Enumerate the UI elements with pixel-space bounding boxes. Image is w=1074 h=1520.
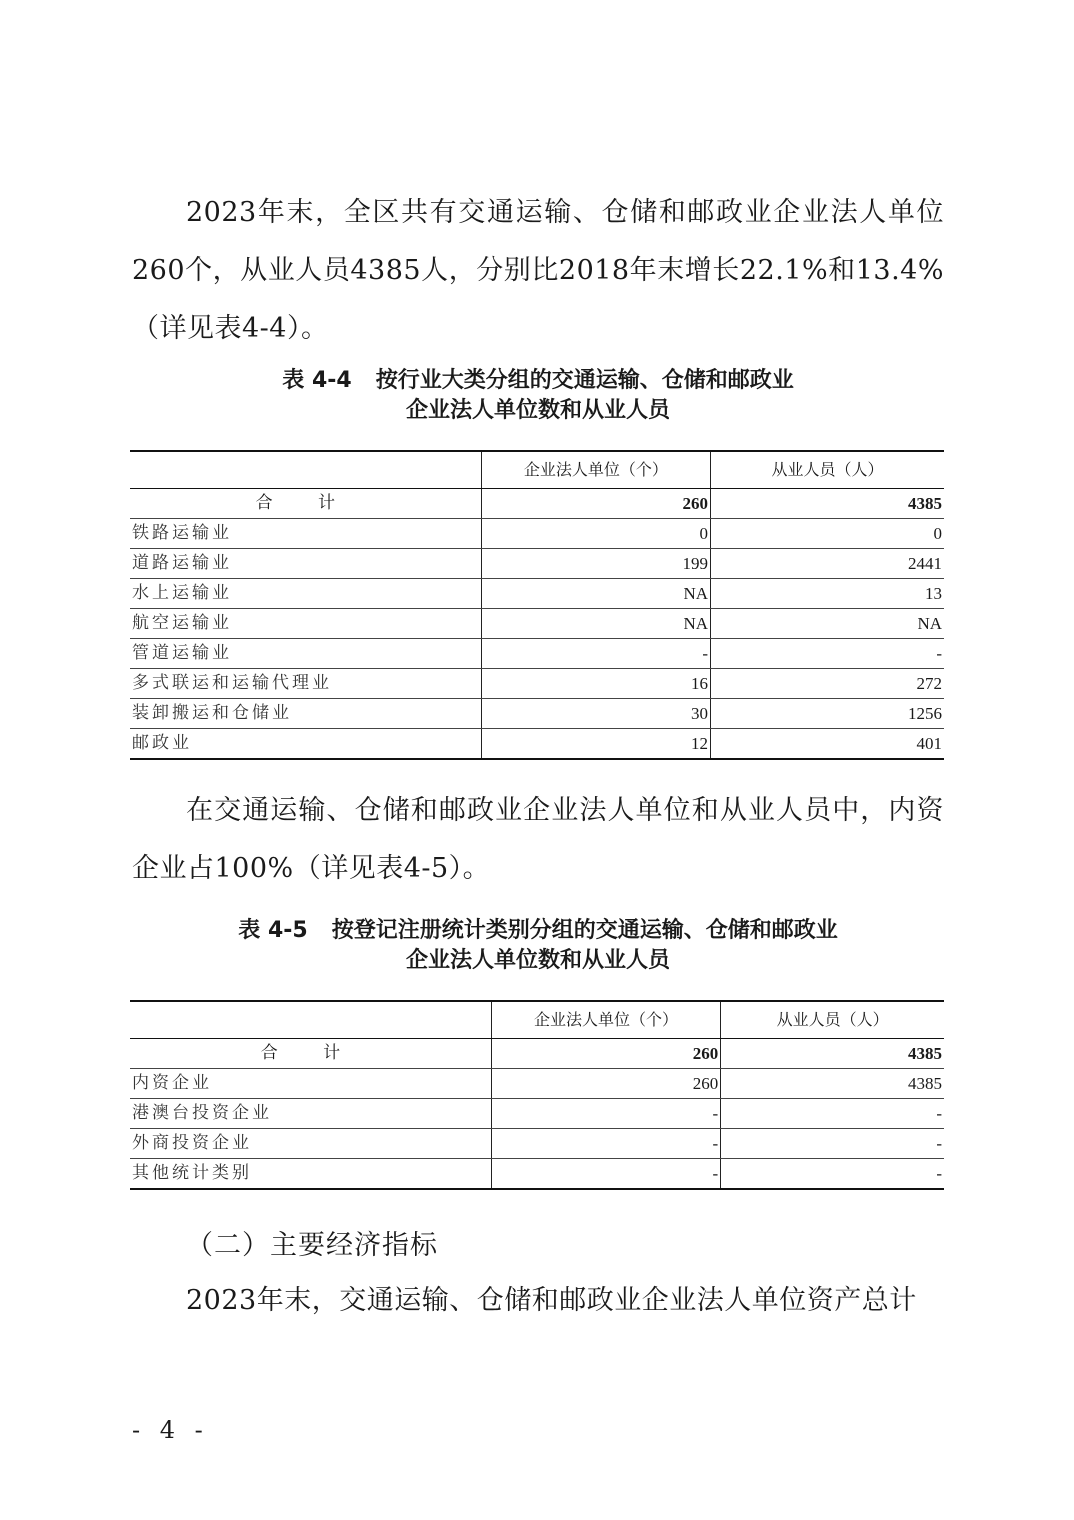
table-header-row [130,451,944,489]
row-label: 合 计 [130,489,481,519]
share-paragraph: 在交通运输、仓储和邮政业企业法人单位和从业人员中，内资企业占100%（详见表4-5）。 [132,795,944,884]
table-row [130,669,944,699]
assets-paragraph: 2023年末，交通运输、仓储和邮政业企业法人单位资产总计 [186,1285,917,1316]
page-number: - 4 - [132,1416,209,1444]
table-4-4-title [132,366,944,426]
table-4-5-title-line2: 企业法人单位数和从业人员 [405,948,670,973]
row-units: 12 [481,729,710,760]
row-units: 0 [481,519,710,549]
row-people: 2441 [711,549,944,579]
table-4-4-title-line1: 按行业大类分组的交通运输、仓储和邮政业 [375,368,794,393]
header-blank [130,1001,491,1039]
table-4-4 [130,450,944,760]
row-people: 401 [711,729,944,760]
row-units: - [491,1129,720,1159]
table-row [130,639,944,669]
row-label: 管道运输业 [130,639,481,669]
row-units: 260 [491,1069,720,1099]
table-4-5 [130,1000,944,1190]
row-label: 装卸搬运和仓储业 [130,699,481,729]
row-label: 其他统计类别 [130,1159,491,1190]
table-header-row [130,1001,944,1039]
table-row [130,729,944,760]
row-units: - [491,1159,720,1190]
row-label: 航空运输业 [130,609,481,639]
row-people: - [721,1099,944,1129]
row-label: 合 计 [130,1039,491,1069]
row-units: NA [481,579,710,609]
header-people: 从业人员（人） [711,451,944,489]
row-label: 外商投资企业 [130,1129,491,1159]
row-units: 30 [481,699,710,729]
row-units: 199 [481,549,710,579]
row-label: 邮政业 [130,729,481,760]
row-units: - [491,1099,720,1129]
table-4-5-title-line1: 按登记注册统计类别分组的交通运输、仓储和邮政业 [331,918,838,943]
table-total-row [130,489,944,519]
header-units: 企业法人单位（个） [481,451,710,489]
section-heading: （二）主要经济指标 [186,1230,438,1261]
table-row [130,699,944,729]
row-units: - [481,639,710,669]
table-row [130,1099,944,1129]
row-people: - [711,639,944,669]
table-4-5-title [132,916,944,976]
table-row [130,1159,944,1190]
intro-paragraph: 2023年末，全区共有交通运输、仓储和邮政业企业法人单位260个，从业人员4385人，分别比2018年末增长22.1%和13.4%（详见表4-4）。 [132,197,944,344]
table-row [130,519,944,549]
row-people: 13 [711,579,944,609]
row-label: 内资企业 [130,1069,491,1099]
row-label: 铁路运输业 [130,519,481,549]
header-people: 从业人员（人） [721,1001,944,1039]
row-units: 260 [491,1039,720,1069]
table-row [130,549,944,579]
row-people: 4385 [721,1039,944,1069]
row-units: NA [481,609,710,639]
table-row [130,1069,944,1099]
table-row [130,1129,944,1159]
table-row [130,609,944,639]
row-people: 0 [711,519,944,549]
row-label: 水上运输业 [130,579,481,609]
row-people: - [721,1129,944,1159]
row-label: 道路运输业 [130,549,481,579]
table-row [130,579,944,609]
row-label: 多式联运和运输代理业 [130,669,481,699]
table-4-4-title-line2: 企业法人单位数和从业人员 [405,398,670,423]
row-units: 260 [481,489,710,519]
table-4-5-number: 表 4-5 [238,918,308,943]
row-label: 港澳台投资企业 [130,1099,491,1129]
row-people: 1256 [711,699,944,729]
row-people: 4385 [711,489,944,519]
table-4-4-number: 表 4-4 [282,368,352,393]
header-units: 企业法人单位（个） [491,1001,720,1039]
table-total-row [130,1039,944,1069]
row-people: NA [711,609,944,639]
header-blank [130,451,481,489]
row-people: - [721,1159,944,1190]
row-people: 4385 [721,1069,944,1099]
row-units: 16 [481,669,710,699]
row-people: 272 [711,669,944,699]
